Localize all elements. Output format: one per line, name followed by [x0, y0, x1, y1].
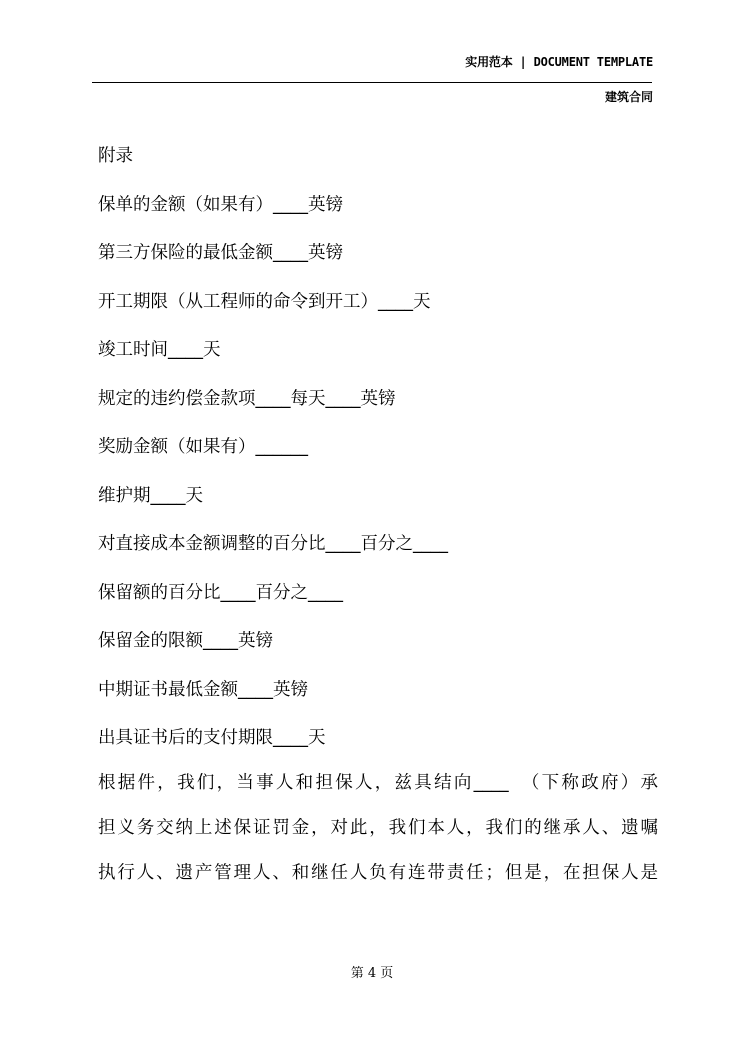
- appendix-line: 保留额的百分比____百分之____: [98, 582, 343, 603]
- appendix-line: 出具证书后的支付期限____天: [98, 728, 326, 748]
- appendix-line: 规定的违约偿金款项____每天____英镑: [98, 388, 396, 409]
- appendix-line: 保单的金额（如果有）____英镑: [98, 194, 343, 215]
- bond-paragraph: [98, 769, 658, 904]
- header-subtitle: 建筑合同: [604, 90, 653, 104]
- appendix-line: 中期证书最低金额____英镑: [98, 679, 308, 700]
- appendix-line: 竣工时间____天: [98, 340, 221, 360]
- header-divider: [92, 82, 652, 83]
- appendix-heading: 附录: [98, 146, 133, 166]
- paragraph-line: 根据件，我们，当事人和担保人，兹具结向____ （下称政府）承: [98, 773, 658, 793]
- appendix-line: 奖励金额（如果有）______: [98, 437, 308, 457]
- page-number: 第 4 页: [350, 966, 394, 981]
- appendix-line: 第三方保险的最低金额____英镑: [98, 243, 343, 263]
- paragraph-line: 执行人、遗产管理人、和继任人负有连带责任；但是，在担保人是: [98, 863, 658, 883]
- appendix-line: 开工期限（从工程师的命令到开工）____天: [98, 291, 431, 312]
- appendix-list: [98, 142, 658, 773]
- header-title: 实用范本 | DOCUMENT TEMPLATE: [465, 55, 653, 69]
- appendix-line: 对直接成本金额调整的百分比____百分之____: [98, 534, 448, 554]
- appendix-line: 保留金的限额____英镑: [98, 631, 273, 651]
- appendix-line: 维护期____天: [98, 485, 203, 506]
- paragraph-line: 担义务交纳上述保证罚金，对此，我们本人，我们的继承人、遗嘱: [98, 818, 658, 838]
